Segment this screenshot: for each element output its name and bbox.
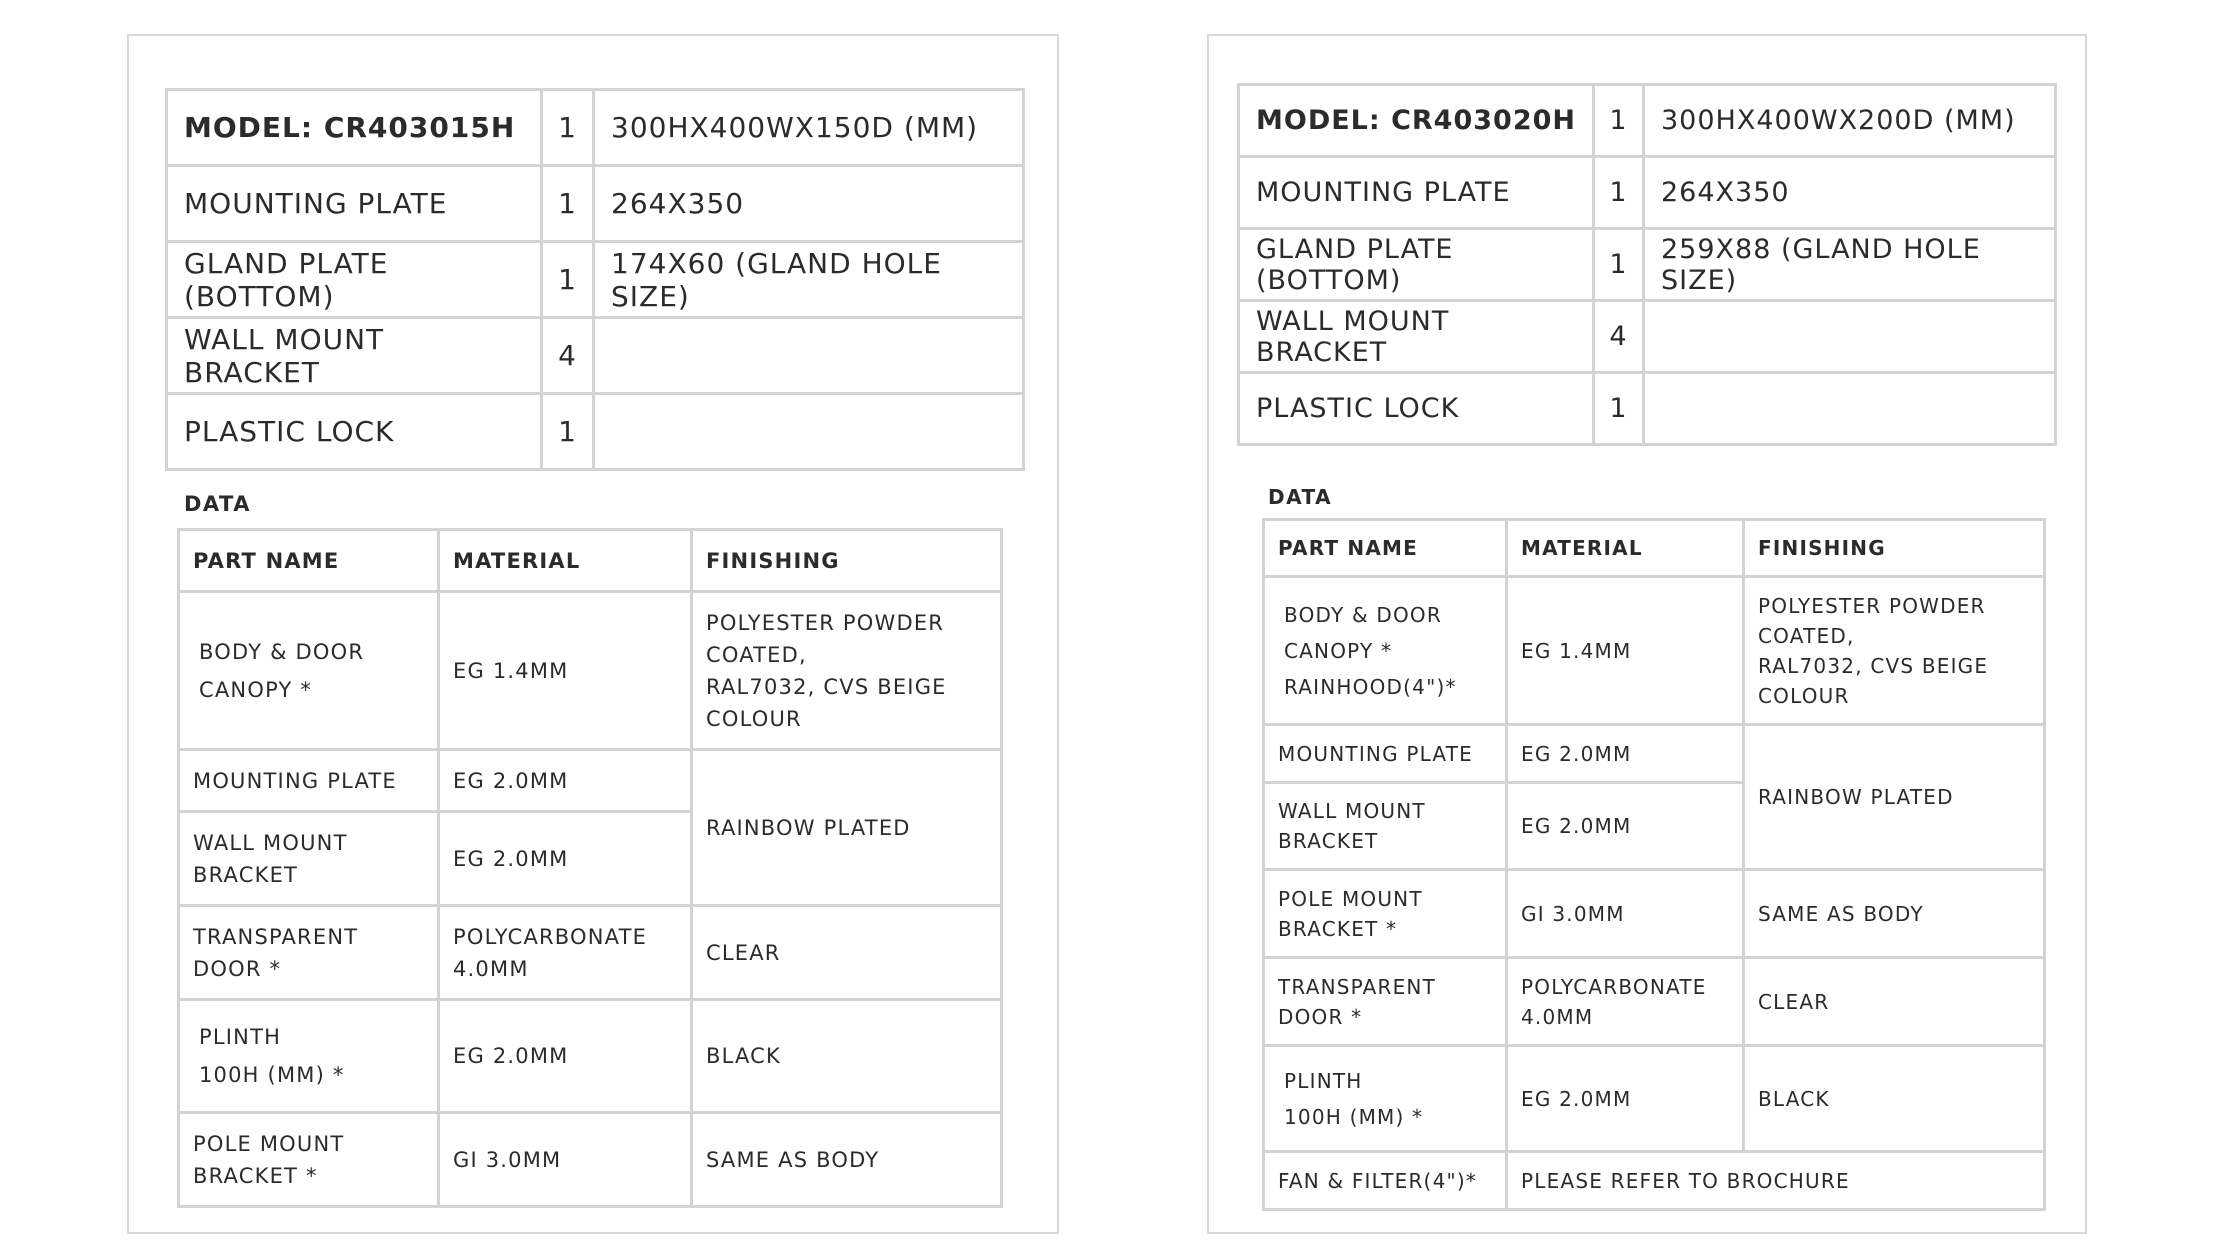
part-name: TRANSPARENT DOOR * (1264, 958, 1507, 1046)
item-description: 264X350 (594, 166, 1024, 242)
left-model-spec-table (165, 88, 1025, 471)
table-row (1239, 85, 2056, 157)
table-row (1264, 870, 2045, 958)
material: POLYCARBONATE 4.0MM (439, 906, 692, 1000)
material: GI 3.0MM (439, 1113, 692, 1207)
column-header-part-name: PART NAME (1264, 520, 1507, 577)
material: EG 2.0MM (439, 812, 692, 906)
quantity: 1 (1594, 157, 1644, 229)
finishing: BLACK (692, 1000, 1002, 1113)
material: EG 2.0MM (1507, 783, 1744, 870)
right-parts-data-table (1262, 518, 2046, 1211)
finishing: BLACK (1744, 1046, 2045, 1152)
model-dimensions: 300HX400WX150D (MM) (594, 90, 1024, 166)
column-header-finishing: FINISHING (692, 530, 1002, 592)
material: EG 1.4MM (439, 592, 692, 750)
table-row (167, 242, 1024, 318)
column-header-finishing: FINISHING (1744, 520, 2045, 577)
item-description (1644, 301, 2056, 373)
item-description (594, 394, 1024, 470)
table-row (179, 750, 1002, 812)
table-row (1239, 157, 2056, 229)
table-row (1264, 577, 2045, 725)
finishing: POLYESTER POWDER COATED, RAL7032, CVS BEIGE COLOUR (692, 592, 1002, 750)
finishing: CLEAR (692, 906, 1002, 1000)
material: EG 2.0MM (1507, 1046, 1744, 1152)
column-header-material: MATERIAL (1507, 520, 1744, 577)
part-name: BODY & DOOR CANOPY * RAINHOOD(4")* (1264, 577, 1507, 725)
part-name: BODY & DOOR CANOPY * (179, 592, 439, 750)
column-header-material: MATERIAL (439, 530, 692, 592)
finishing: POLYESTER POWDER COATED, RAL7032, CVS BEIGE COLOUR (1744, 577, 2045, 725)
material: POLYCARBONATE 4.0MM (1507, 958, 1744, 1046)
part-name: FAN & FILTER(4")* (1264, 1152, 1507, 1210)
part-name: TRANSPARENT DOOR * (179, 906, 439, 1000)
item-name: GLAND PLATE (BOTTOM) (167, 242, 542, 318)
item-description: 264X350 (1644, 157, 2056, 229)
item-description (1644, 373, 2056, 445)
table-row (179, 1000, 1002, 1113)
material: EG 2.0MM (1507, 725, 1744, 783)
quantity: 4 (542, 318, 594, 394)
quantity: 1 (542, 166, 594, 242)
finishing: CLEAR (1744, 958, 2045, 1046)
material: EG 2.0MM (439, 750, 692, 812)
material: EG 1.4MM (1507, 577, 1744, 725)
quantity: 1 (1594, 229, 1644, 301)
part-name: MOUNTING PLATE (1264, 725, 1507, 783)
part-name: WALL MOUNT BRACKET (179, 812, 439, 906)
quantity: 1 (542, 242, 594, 318)
finishing: SAME AS BODY (692, 1113, 1002, 1207)
table-row (1264, 1152, 2045, 1210)
item-name: MOUNTING PLATE (1239, 157, 1594, 229)
part-name: PLINTH 100H (MM) * (179, 1000, 439, 1113)
right-model-spec-table (1237, 83, 2057, 446)
table-row (1264, 958, 2045, 1046)
finishing-note: PLEASE REFER TO BROCHURE (1507, 1152, 2045, 1210)
table-row (167, 394, 1024, 470)
model-dimensions: 300HX400WX200D (MM) (1644, 85, 2056, 157)
table-row (1264, 725, 2045, 783)
quantity: 1 (542, 394, 594, 470)
material: GI 3.0MM (1507, 870, 1744, 958)
table-row (179, 592, 1002, 750)
finishing: RAINBOW PLATED (692, 750, 1002, 906)
data-section-title: DATA (184, 492, 252, 516)
table-header-row (179, 530, 1002, 592)
table-row (179, 1113, 1002, 1207)
table-row (167, 166, 1024, 242)
item-description (594, 318, 1024, 394)
item-description: 174X60 (GLAND HOLE SIZE) (594, 242, 1024, 318)
table-row (1264, 1046, 2045, 1152)
part-name: POLE MOUNT BRACKET * (1264, 870, 1507, 958)
part-name: POLE MOUNT BRACKET * (179, 1113, 439, 1207)
finishing: RAINBOW PLATED (1744, 725, 2045, 870)
data-section-title: DATA (1268, 485, 1333, 509)
item-name: WALL MOUNT BRACKET (167, 318, 542, 394)
item-name: PLASTIC LOCK (1239, 373, 1594, 445)
finishing: SAME AS BODY (1744, 870, 2045, 958)
item-name: WALL MOUNT BRACKET (1239, 301, 1594, 373)
model-name: MODEL: CR403015H (167, 90, 542, 166)
left-parts-data-table (177, 528, 1003, 1208)
quantity: 4 (1594, 301, 1644, 373)
item-description: 259X88 (GLAND HOLE SIZE) (1644, 229, 2056, 301)
part-name: WALL MOUNT BRACKET (1264, 783, 1507, 870)
part-name: MOUNTING PLATE (179, 750, 439, 812)
item-name: MOUNTING PLATE (167, 166, 542, 242)
table-header-row (1264, 520, 2045, 577)
table-row (167, 318, 1024, 394)
item-name: PLASTIC LOCK (167, 394, 542, 470)
table-row (167, 90, 1024, 166)
item-name: GLAND PLATE (BOTTOM) (1239, 229, 1594, 301)
quantity: 1 (1594, 85, 1644, 157)
part-name: PLINTH 100H (MM) * (1264, 1046, 1507, 1152)
table-row (1239, 373, 2056, 445)
table-row (179, 906, 1002, 1000)
table-row (1239, 301, 2056, 373)
column-header-part-name: PART NAME (179, 530, 439, 592)
table-row (1239, 229, 2056, 301)
model-name: MODEL: CR403020H (1239, 85, 1594, 157)
quantity: 1 (1594, 373, 1644, 445)
quantity: 1 (542, 90, 594, 166)
material: EG 2.0MM (439, 1000, 692, 1113)
